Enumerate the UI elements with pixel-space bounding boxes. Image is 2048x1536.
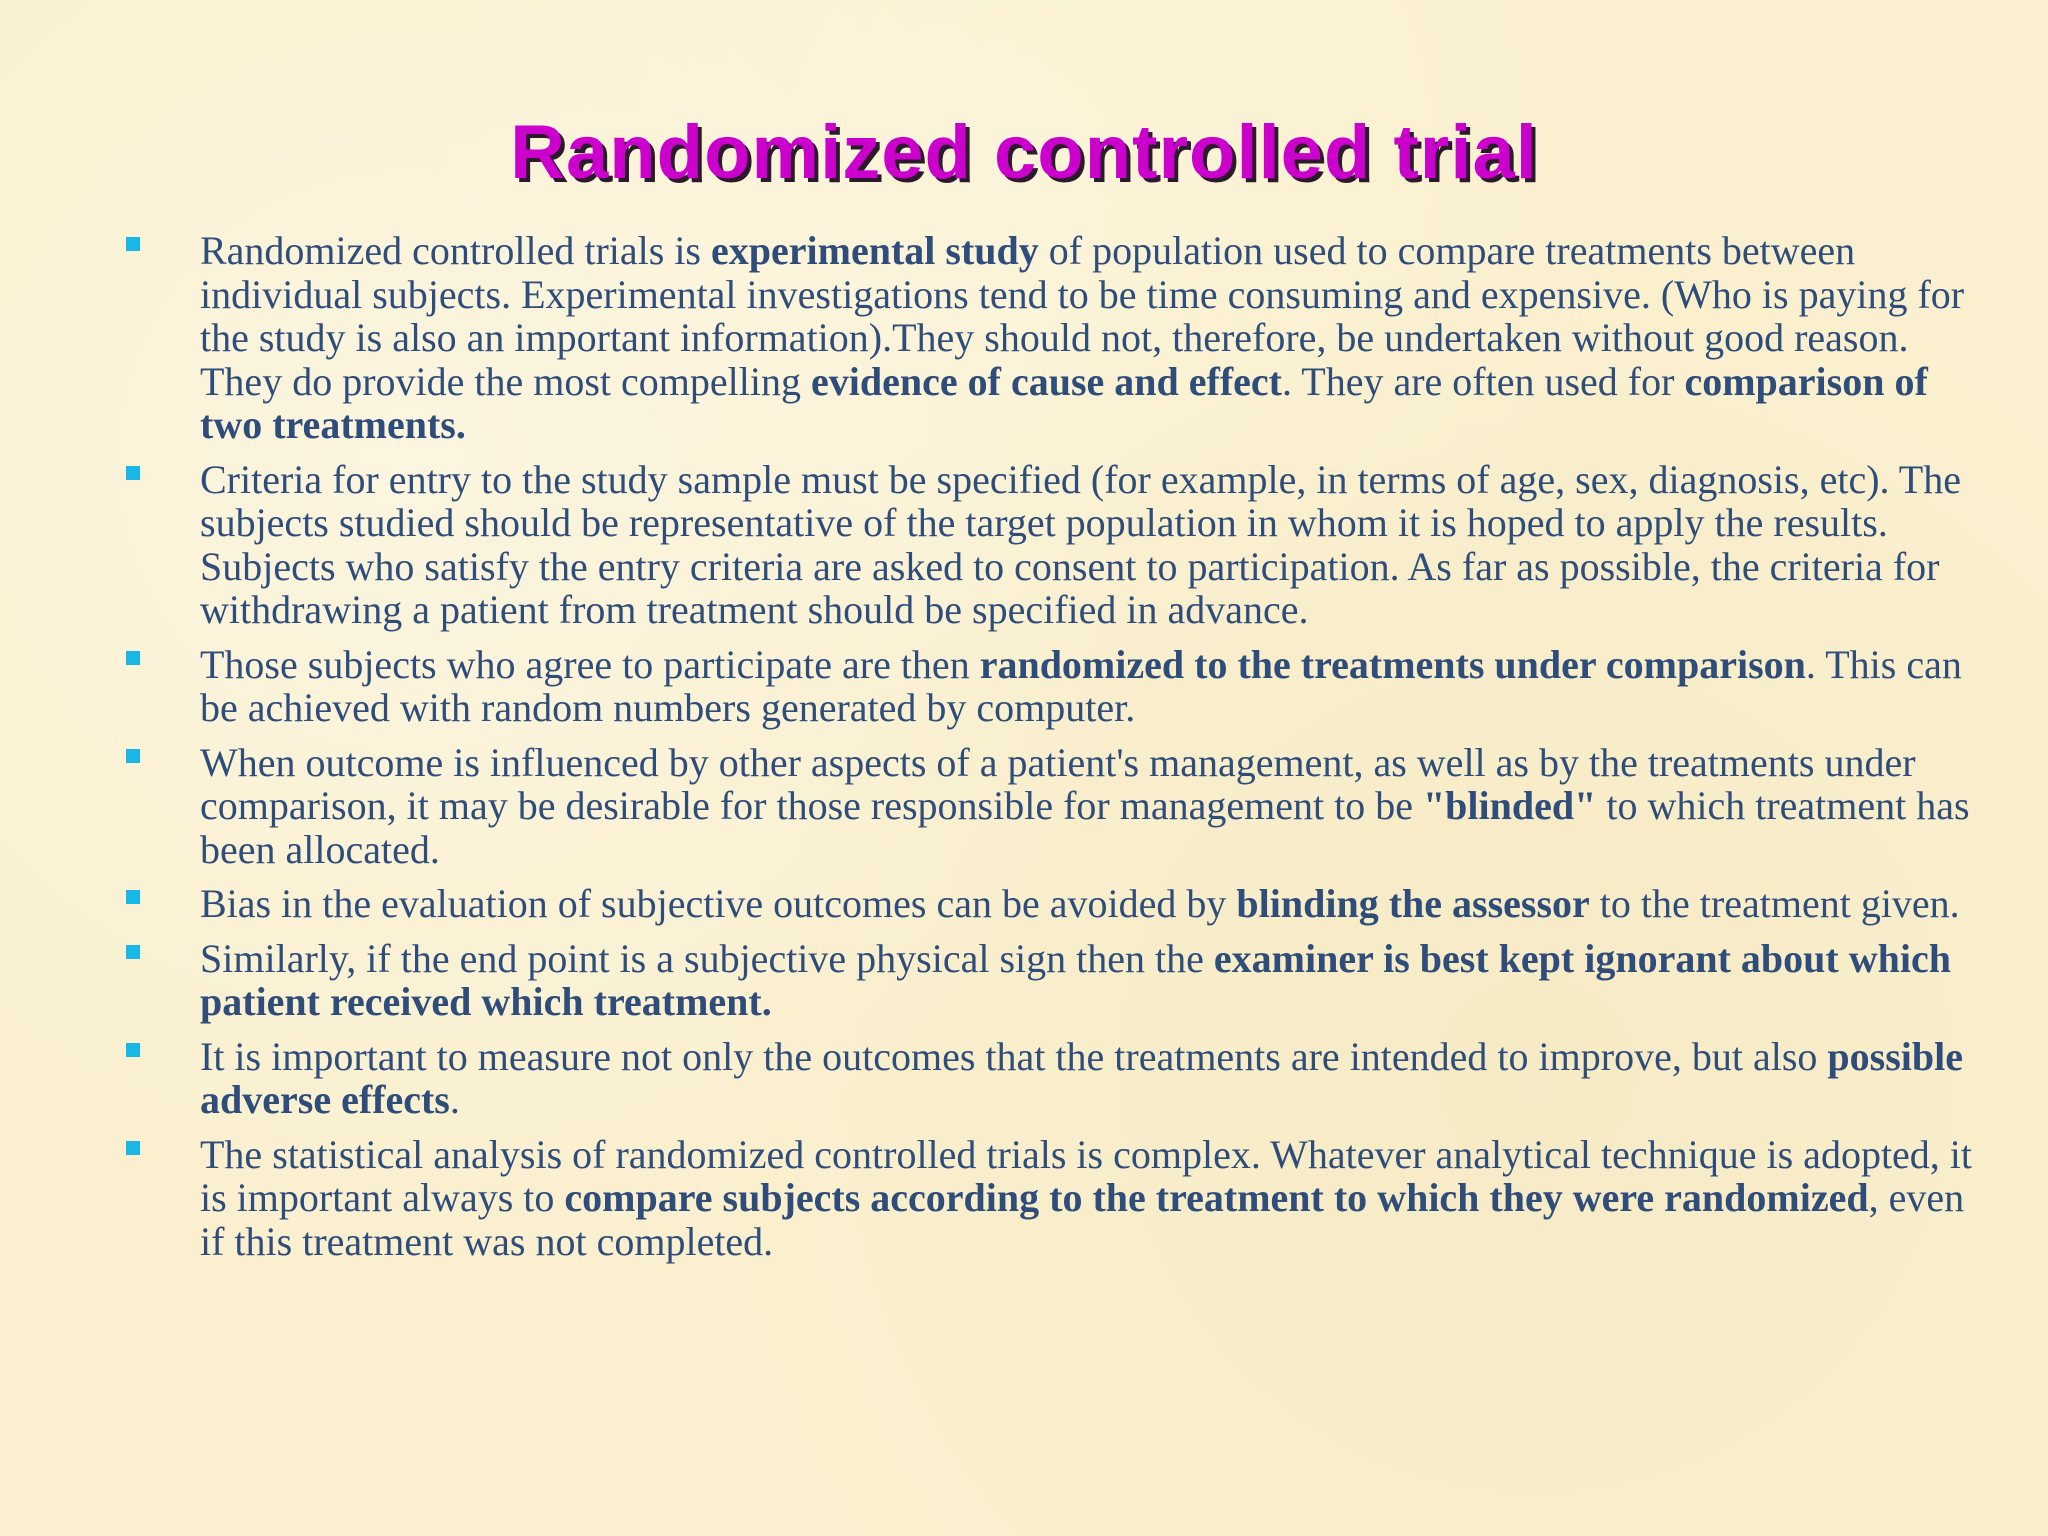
bullet-text: of population used to compare treatments between individual subjects. Experimental investigations tend to be time consuming and expensive. (Who is paying for the study is also an important information).They should not, therefore, be undertaken without good reason. They do provide the most compelling [200, 228, 1965, 404]
bullet-text: , even if this treatment was not completed. [200, 1175, 1965, 1264]
bullet-text: to the treatment given. [1589, 881, 1960, 926]
bullet-item [0, 229, 2048, 447]
bullet-text: Randomized controlled trials is [200, 228, 711, 273]
bullet-text: The statistical analysis of randomized controlled trials is complex. Whatever analytical technique is adopted, it is important always to [200, 1131, 1973, 1220]
bullet-text: Those subjects who agree to participate are then [200, 641, 980, 687]
square-bullet-icon [126, 651, 140, 665]
slide-title: Randomized controlled trial [510, 110, 1538, 195]
square-bullet-icon [126, 237, 140, 251]
square-bullet-icon [126, 1141, 140, 1155]
bullet-text: Bias in the evaluation of subjective outcomes can be avoided by [200, 881, 1237, 926]
bullet-item [0, 882, 2048, 926]
bullet-text: . This can be achieved with random numbers generated by computer. [200, 641, 1962, 730]
bullet-text-bold: blinding the assessor [1236, 881, 1590, 926]
bullet-text-bold: randomized to the treatments under comparison [979, 641, 1806, 687]
bullet-item [0, 1035, 2048, 1122]
bullet-text-bold: compare subjects according to the treatment to which they were randomized [564, 1175, 1869, 1220]
bullet-text: Similarly, if the end point is a subjective physical sign then the [200, 935, 1214, 981]
square-bullet-icon [126, 945, 140, 959]
bullet-text-bold: examiner is best kept ignorant about which patient received which treatment. [200, 935, 1951, 1024]
bullet-text: . They are often used for [1281, 358, 1685, 404]
bullet-text: When outcome is influenced by other aspects of a patient's management, as well as by the treatments under comparison, it may be desirable for those responsible for management to be [200, 739, 1916, 828]
bullet-item [0, 937, 2048, 1024]
bullet-text-bold: possible adverse effects [200, 1033, 1963, 1122]
bullet-text: to which treatment has been allocated. [200, 783, 1970, 872]
bullet-text-bold: experimental study [711, 228, 1039, 273]
bullet-item [0, 741, 2048, 872]
square-bullet-icon [126, 749, 140, 763]
bullet-text: . [449, 1077, 460, 1122]
bullet-text-bold: evidence of cause and effect [811, 358, 1282, 404]
bullet-text-bold: comparison of two treatments. [200, 358, 1928, 447]
bullet-item [0, 643, 2048, 730]
bullet-item [0, 458, 2048, 632]
square-bullet-icon [126, 1043, 140, 1057]
bullet-item [0, 1133, 2048, 1264]
bullet-text: It is important to measure not only the outcomes that the treatments are intended to improve, but also [200, 1033, 1828, 1079]
bullet-text-bold: "blinded" [1422, 783, 1597, 828]
bullet-text: Criteria for entry to the study sample must be specified (for example, in terms of age, sex, diagnosis, etc). The subjects studied should be representative of the target population in whom it is hoped to apply the results. Subjects who satisfy the entry criteria are asked to consent to participation. As far as possible, the criteria for withdrawing a patient from treatment should be specified in advance. [200, 456, 1961, 632]
bullet-list [0, 229, 2048, 1274]
square-bullet-icon [126, 466, 140, 480]
square-bullet-icon [126, 890, 140, 904]
